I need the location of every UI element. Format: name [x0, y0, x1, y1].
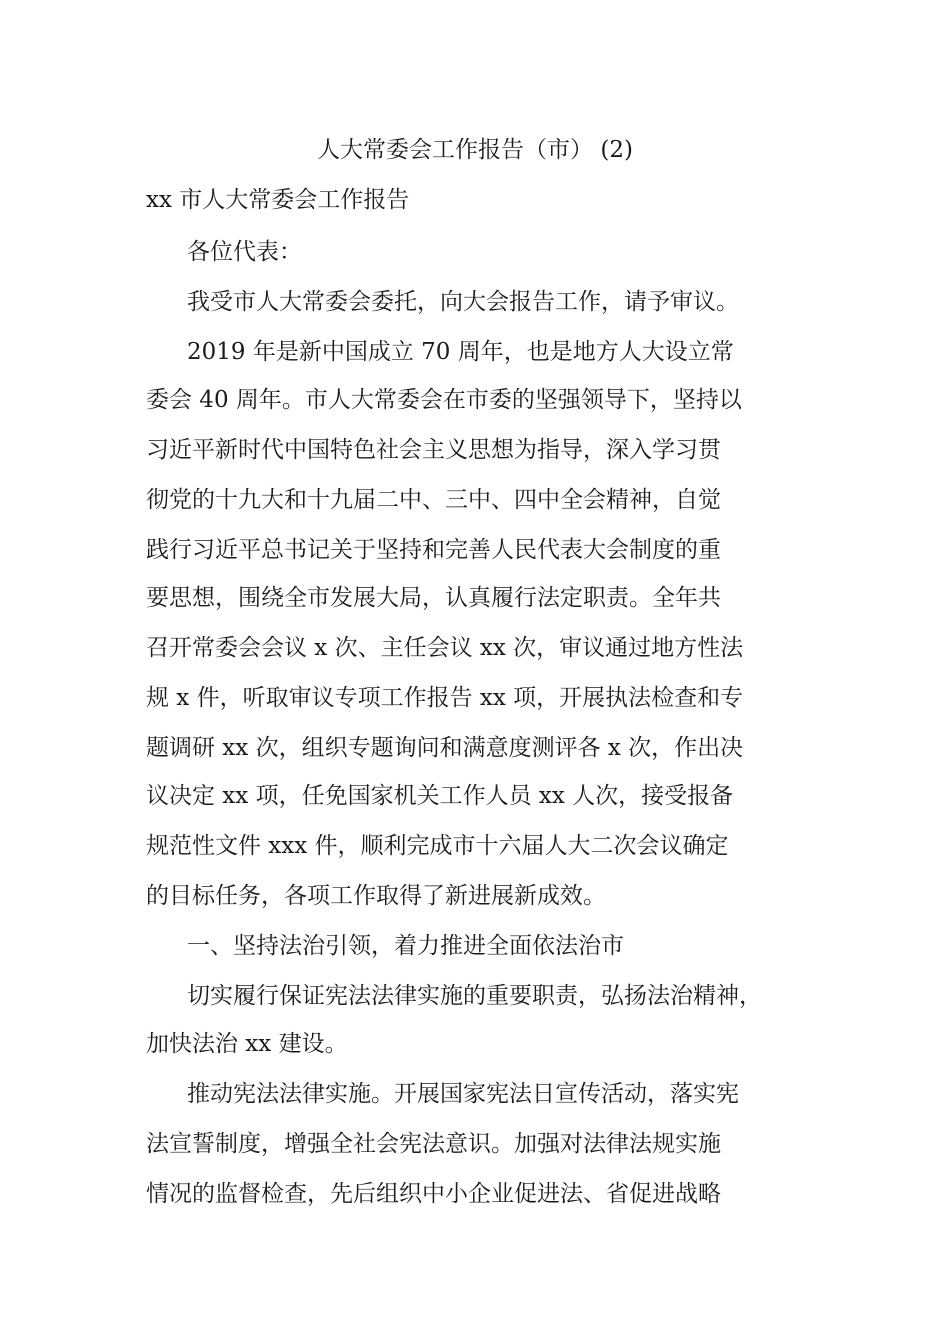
body-line: 委会 40 周年。市人大常委会在市委的坚强领导下，坚持以: [146, 387, 742, 413]
body-line: 规范性文件 xxx 件，顺利完成市十六届人大二次会议确定: [146, 833, 729, 859]
body-line: 题调研 xx 次，组织专题询问和满意度测评各 x 次，作出决: [146, 735, 744, 761]
body-line: 切实履行保证宪法法律实施的重要职责，弘扬法治精神，: [187, 983, 762, 1009]
body-line: 习近平新时代中国特色社会主义思想为指导，深入学习贯: [146, 437, 721, 463]
body-line: 践行习近平总书记关于坚持和完善人民代表大会制度的重: [146, 537, 721, 563]
document-title: 人大常委会工作报告（市） (2): [317, 137, 633, 163]
body-line: 推动宪法法律实施。开展国家宪法日宣传活动，落实宪: [187, 1081, 739, 1107]
body-line: 情况的监督检查，先后组织中小企业促进法、省促进战略: [146, 1181, 721, 1207]
body-line: 我受市人大常委会委托，向大会报告工作，请予审议。: [187, 289, 739, 315]
body-line: 要思想，围绕全市发展大局，认真履行法定职责。全年共: [146, 585, 721, 611]
body-line: 的目标任务，各项工作取得了新进展新成效。: [146, 883, 606, 909]
body-line: 法宣誓制度，增强全社会宪法意识。加强对法律法规实施: [146, 1131, 721, 1157]
body-line: 召开常委会会议 x 次、主任会议 xx 次，审议通过地方性法: [146, 635, 744, 661]
body-line: 2019 年是新中国成立 70 周年，也是地方人大设立常: [187, 339, 734, 365]
document-subtitle: xx 市人大常委会工作报告: [146, 187, 410, 213]
body-line: 加快法治 xx 建设。: [146, 1031, 348, 1057]
salutation-line: 各位代表：: [187, 239, 302, 265]
body-line: 彻党的十九大和十九届二中、三中、四中全会精神，自觉: [146, 487, 721, 513]
body-line: 规 x 件，听取审议专项工作报告 xx 项，开展执法检查和专: [146, 685, 744, 711]
body-line: 议决定 xx 项，任免国家机关工作人员 xx 人次，接受报备: [146, 783, 734, 809]
section-heading: 一、坚持法治引领，着力推进全面依法治市: [187, 933, 624, 959]
